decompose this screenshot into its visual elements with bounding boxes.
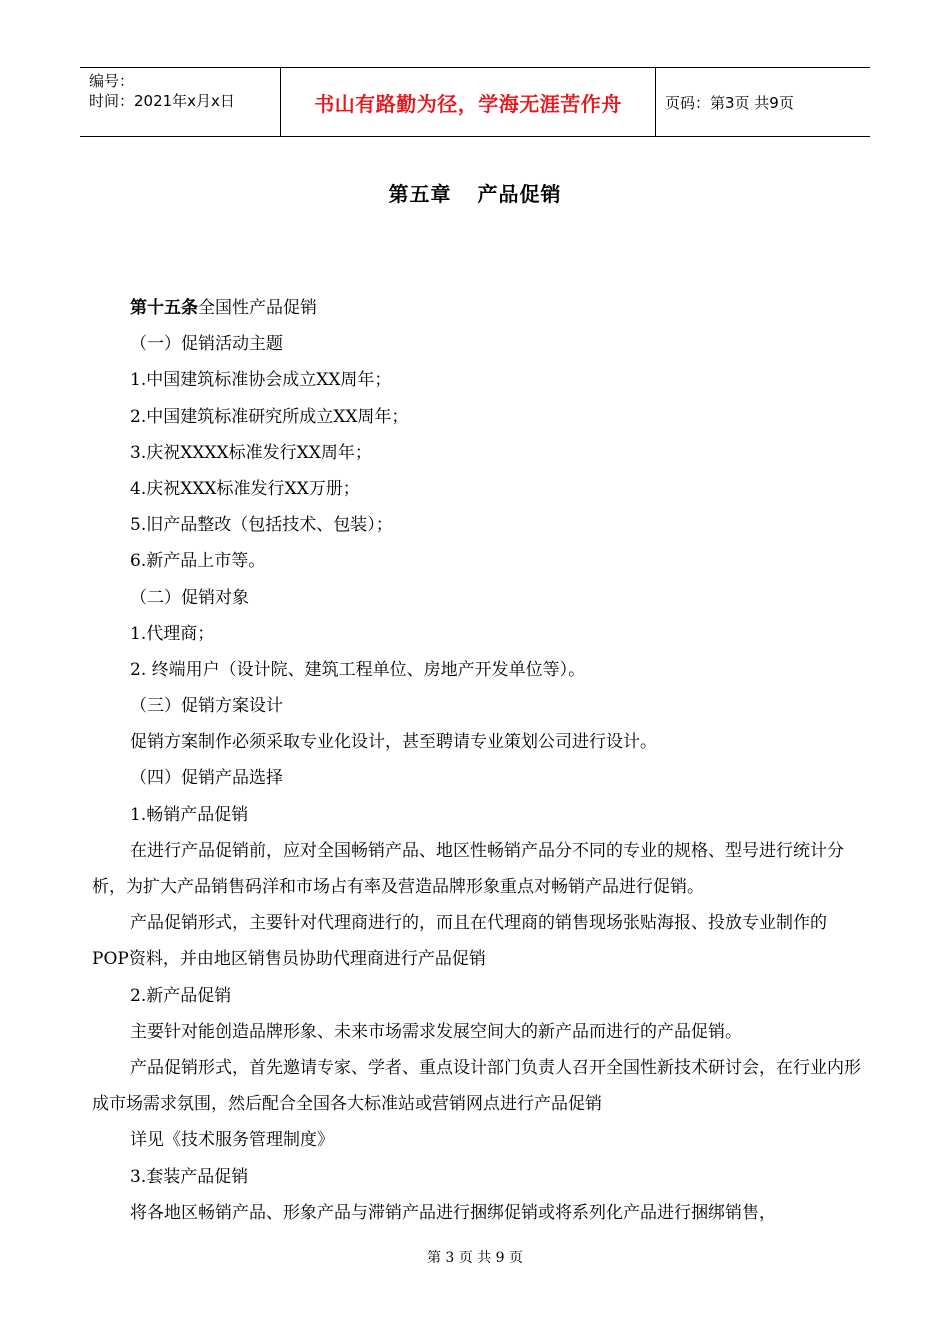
header-page-info: 页码：第3页 共9页 xyxy=(665,93,794,112)
list-item: 1.代理商； xyxy=(130,623,215,644)
list-item: 6.新产品上市等。 xyxy=(130,551,266,572)
list-item: 3.庆祝XXXX标准发行XX周年； xyxy=(130,442,372,463)
section-heading: （一）促销活动主题 xyxy=(130,334,283,355)
section-heading: （四）促销产品选择 xyxy=(130,768,283,789)
chapter-number: 第五章 xyxy=(388,182,452,206)
list-item: 1.畅销产品促销 xyxy=(130,804,249,825)
header-meta-cell xyxy=(80,68,281,136)
chapter-name: 产品促销 xyxy=(477,182,562,206)
document-body xyxy=(92,290,862,1231)
header-motto: 书山有路勤为径，学海无涯苦作舟 xyxy=(281,68,656,136)
article-number: 第十五条 xyxy=(130,298,198,318)
list-item: 1.中国建筑标准协会成立XX周年； xyxy=(130,370,392,391)
chapter-title xyxy=(0,178,950,207)
paragraph: 将各地区畅销产品、形象产品与滞销产品进行捆绑促销或将系列化产品进行捆绑销售， xyxy=(130,1202,776,1223)
section-heading: （三）促销方案设计 xyxy=(130,696,283,717)
list-item: 2.中国建筑标准研究所成立XX周年； xyxy=(130,406,409,427)
paragraph: 主要针对能创造品牌形象、未来市场需求发展空间大的新产品而进行的产品促销。 xyxy=(130,1021,742,1042)
paragraph: 促销方案制作必须采取专业化设计，甚至聘请专业策划公司进行设计。 xyxy=(130,732,657,753)
list-item: 5.旧产品整改（包括技术、包装）； xyxy=(130,515,393,536)
paragraph: 产品促销形式，主要针对代理商进行的，而且在代理商的销售现场张贴海报、投放专业制作的POP资料，并由地区销售员协助代理商进行产品促销 xyxy=(92,913,827,970)
paragraph: 产品促销形式，首先邀请专家、学者、重点设计部门负责人召开全国性新技术研讨会，在行业内形成市场需求氛围，然后配合全国各大标准站或营销网点进行产品促销 xyxy=(92,1058,861,1115)
list-item: 4.庆祝XXX标准发行XX万册； xyxy=(130,478,360,499)
document-header xyxy=(80,67,870,137)
header-number-label: 编号： xyxy=(89,72,135,90)
paragraph: 在进行产品促销前，应对全国畅销产品、地区性畅销产品分不同的专业的规格、型号进行统计分析，为扩大产品销售码洋和市场占有率及营造品牌形象重点对畅销产品进行促销。 xyxy=(92,840,844,898)
page-footer: 第 3 页 共 9 页 xyxy=(426,1250,524,1266)
article-title: 全国性产品促销 xyxy=(198,298,317,318)
list-item: 2.新产品促销 xyxy=(130,985,232,1006)
paragraph: 详见《技术服务管理制度》 xyxy=(130,1130,334,1151)
section-heading: （二）促销对象 xyxy=(130,587,249,608)
article-heading xyxy=(92,290,862,326)
list-item: 2. 终端用户（设计院、建筑工程单位、房地产开发单位等）。 xyxy=(130,659,586,680)
header-date: 时间：2021年x月x日 xyxy=(89,92,235,110)
list-item: 3.套装产品促销 xyxy=(130,1166,249,1187)
